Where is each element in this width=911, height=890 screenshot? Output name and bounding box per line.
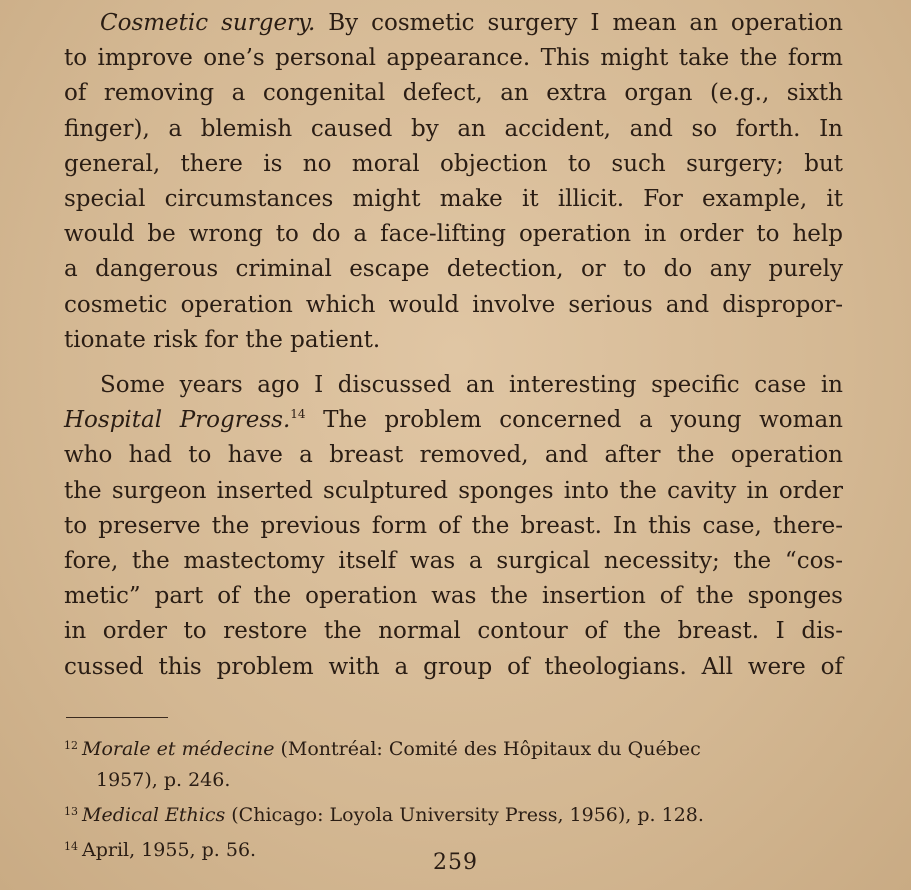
text-line: Cosmetic surgery. By cosmetic surgery I mean an operation [100,10,843,36]
footnote-number: 12 [64,738,78,752]
page-number: 259 [433,850,478,875]
text-line: the surgeon inserted sculptured sponges into the cavity in order [64,477,843,504]
text-line: would be wrong to do a face-lifting operation in order to help [64,221,843,248]
text-line: cosmetic operation which would involve serious and dispropor- [64,291,843,318]
text-line: general, there is no moral objection to such surgery; but [64,150,843,177]
text-line: metic” part of the operation was the insertion of the sponges [64,583,843,610]
section-heading: Cosmetic surgery. [100,10,316,36]
footnote-14: $^{14}$ April, 1955, p. 56. [64,838,257,861]
footnote-12: $^{12}$ Morale et médecine (Montréal: Comité des Hôpitaux du Québec [64,737,701,760]
text-line: Some years ago I discussed an interesting specific case in [100,372,843,399]
footnotes [64,730,843,866]
text-line: cussed this problem with a group of theologians. All were of [64,653,843,680]
paragraph-cosmetic-surgery [64,6,843,358]
text-line: tionate risk for the patient. [64,326,381,353]
text-line: special circumstances might make it illicit. For example, it [64,186,843,213]
footnote-number: 13 [64,804,78,818]
text-line: of removing a congenital defect, an extra organ (e.g., sixth [64,80,843,107]
text-line: to improve one’s personal appearance. This might take the form [64,45,843,72]
footnote-number: 14 [64,839,78,853]
text-line: a dangerous criminal escape detection, or to do any purely [64,256,843,283]
text-line: Hospital Progress.$^{14}$ The problem concerned a young woman [64,407,843,434]
footnote-ref[interactable]: 14 [290,407,306,422]
footnote-13: $^{13}$ Medical Ethics (Chicago: Loyola University Press, 1956), p. 128. [64,803,704,826]
text-line: in order to restore the normal contour of the breast. I dis- [64,618,843,645]
text-line: to preserve the previous form of the breast. In this case, there- [64,512,843,539]
journal-title: Hospital Progress. [64,407,291,434]
text-line: fore, the mastectomy itself was a surgical necessity; the “cos- [64,548,843,575]
footnote-12-continuation: 1957), p. 246. [96,768,231,791]
paragraph-specific-case [64,368,843,685]
footnote-divider [66,717,168,718]
text-line: finger), a blemish caused by an accident, and so forth. In [64,115,843,142]
text-line: who had to have a breast removed, and after the operation [64,442,843,469]
